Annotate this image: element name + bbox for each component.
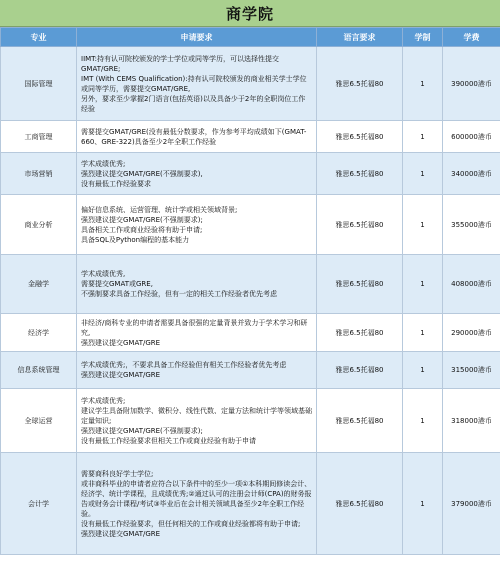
cell-language: 雅思6.5托福80 <box>317 195 403 255</box>
cell-major: 经济学 <box>1 314 77 352</box>
requirement-line: 没有最低工作经验要求但相关工作或商业经验有助于申请 <box>81 436 256 445</box>
header-duration: 学制 <box>403 28 443 47</box>
cell-major: 国际管理 <box>1 47 77 121</box>
cell-tuition: 355000港币 <box>443 195 500 255</box>
cell-requirements <box>77 255 317 314</box>
requirement-line: 需要商科良好学士学位; <box>81 469 154 478</box>
cell-duration: 1 <box>403 314 443 352</box>
cell-requirements <box>77 453 317 555</box>
cell-language: 雅思6.5托福80 <box>317 314 403 352</box>
requirement-line: IIMT:持有认可院校颁发的学士学位或同等学历，可以选择性提交GMAT/GRE; <box>81 54 280 73</box>
cell-tuition: 379000港币 <box>443 453 500 555</box>
cell-tuition: 315000港币 <box>443 352 500 389</box>
cell-requirements <box>77 195 317 255</box>
header-major: 专业 <box>1 28 77 47</box>
table-row <box>1 255 500 314</box>
table-row <box>1 389 500 453</box>
table-row <box>1 453 500 555</box>
requirement-line: 学术成绩优秀;，不要求具备工作经验但有相关工作经验者优先考虑 <box>81 361 287 369</box>
requirement-line: 没有最低工作经验要求 <box>81 179 151 188</box>
cell-major: 会计学 <box>1 453 77 555</box>
requirement-line: 偏好信息系统、运营管理、统计学或相关领域背景; <box>81 205 238 214</box>
requirement-line: 或非商科毕业的申请者应符合以下条件中的至少一项①本科期间修读会计、经济学、统计学课程，且成绩优秀;②通过认可的注册会计师(CPA)的财务报告或财务会计课程/考试③毕业后在会计相关领域具备至少2年全职工作经验。 <box>81 479 312 518</box>
cell-language: 雅思6.5托福80 <box>317 153 403 195</box>
cell-major: 市场营销 <box>1 153 77 195</box>
cell-major: 信息系统管理 <box>1 352 77 389</box>
cell-major: 全球运营 <box>1 389 77 453</box>
requirement-line: 需要提交GMAT或GRE, <box>81 280 153 288</box>
cell-duration: 1 <box>403 453 443 555</box>
table-row <box>1 314 500 352</box>
cell-requirements <box>77 389 317 453</box>
requirements-table <box>0 27 500 555</box>
requirement-line: 另外，要求至少掌握2门语言(包括英语)以及具备少于2年的全职岗位工作经验 <box>81 94 306 113</box>
requirement-line: 建议学生具备附加数学、微积分、线性代数、定量方法和统计学等领域基础定量知识; <box>81 406 312 425</box>
table-row <box>1 195 500 255</box>
page-title: 商学院 <box>0 0 500 27</box>
requirement-line: 学术成绩优秀; <box>81 159 126 168</box>
cell-major: 金融学 <box>1 255 77 314</box>
requirement-line: 强烈建议提交GMAT/GRE(不强制要求); <box>81 426 203 435</box>
table-row <box>1 352 500 389</box>
requirement-line: 没有最低工作经验要求，但任何相关的工作或商业经验都将有助于申请; <box>81 519 301 528</box>
cell-requirements <box>77 121 317 153</box>
cell-duration: 1 <box>403 255 443 314</box>
table-row <box>1 153 500 195</box>
cell-duration: 1 <box>403 195 443 255</box>
requirement-line: 强烈建议提交GMAT/GRE <box>81 371 161 379</box>
cell-major: 商业分析 <box>1 195 77 255</box>
cell-language: 雅思6.5托福80 <box>317 255 403 314</box>
requirement-line: 具备SQL及Python编程的基本能力 <box>81 235 190 244</box>
table-header-row <box>1 28 500 47</box>
requirement-line: 强烈建议提交GMAT/GRE(不强制要求), <box>81 169 203 178</box>
requirement-line: 强烈建议提交GMAT/GRE <box>81 338 161 347</box>
requirement-line: 强烈建议提交GMAT/GRE <box>81 529 161 538</box>
cell-language: 雅思6.5托福80 <box>317 121 403 153</box>
requirement-line: 学术成绩优秀, <box>81 270 126 278</box>
requirement-line: IMT (With CEMS Qualification):持有认可院校颁发的商业相关学士学位或同等学历，需要提交GMAT/GRE, <box>81 74 307 93</box>
requirement-line: 学术成绩优秀; <box>81 396 126 405</box>
cell-language: 雅思6.5托福80 <box>317 389 403 453</box>
table-row <box>1 47 500 121</box>
header-requirements: 申请要求 <box>77 28 317 47</box>
cell-requirements <box>77 352 317 389</box>
cell-requirements <box>77 153 317 195</box>
table-body <box>1 47 500 555</box>
cell-language: 雅思6.5托福80 <box>317 47 403 121</box>
cell-duration: 1 <box>403 352 443 389</box>
cell-tuition: 340000港币 <box>443 153 500 195</box>
requirement-line: 强烈建议提交GMAT/GRE(不强制要求); <box>81 215 203 224</box>
cell-tuition: 600000港币 <box>443 121 500 153</box>
cell-tuition: 290000港币 <box>443 314 500 352</box>
requirement-line: 不强制要求具备工作经验，但有一定的相关工作经验者优先考虑 <box>81 290 277 298</box>
cell-duration: 1 <box>403 153 443 195</box>
requirement-line: 具备相关工作或商业经验将有助于申请; <box>81 225 203 234</box>
cell-tuition: 390000港币 <box>443 47 500 121</box>
cell-duration: 1 <box>403 389 443 453</box>
cell-tuition: 318000港币 <box>443 389 500 453</box>
cell-duration: 1 <box>403 47 443 121</box>
cell-major: 工商管理 <box>1 121 77 153</box>
header-language: 语言要求 <box>317 28 403 47</box>
header-tuition: 学费 <box>443 28 500 47</box>
cell-duration: 1 <box>403 121 443 153</box>
requirement-line: 非经济/商科专业的申请者需要具备很强的定量背景并致力于学术学习和研究, <box>81 318 308 337</box>
requirement-line: 需要提交GMAT/GRE(没有最低分数要求，作为参考平均成绩如下(GMAT-660、GRE-322)具备至少2年全职工作经验 <box>81 127 307 146</box>
table-row <box>1 121 500 153</box>
cell-language: 雅思6.5托福80 <box>317 352 403 389</box>
cell-requirements <box>77 47 317 121</box>
cell-requirements <box>77 314 317 352</box>
cell-language: 雅思6.5托福80 <box>317 453 403 555</box>
cell-tuition: 408000港币 <box>443 255 500 314</box>
